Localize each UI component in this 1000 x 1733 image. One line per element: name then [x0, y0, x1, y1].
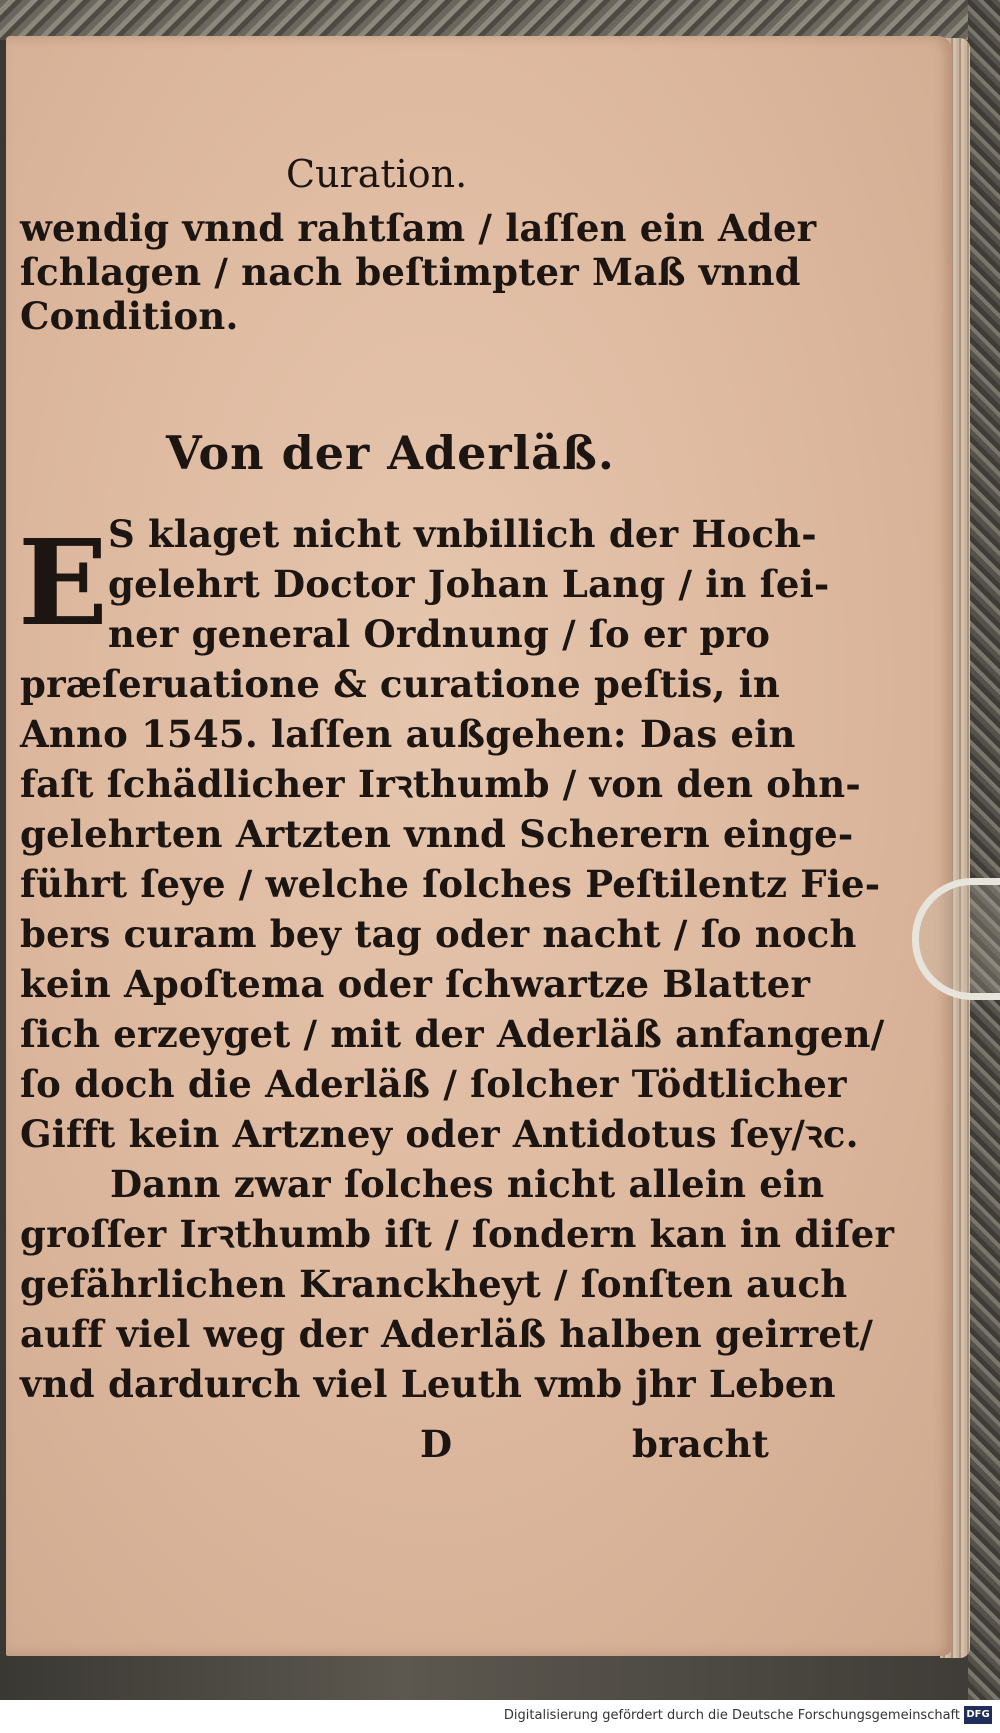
- book-cover-top: [0, 0, 1000, 40]
- text-line: ſchlagen / nach beſtimpter Maß vnnd: [20, 250, 801, 294]
- book-cover-right: [968, 0, 1000, 1700]
- text-line: faſt ſchädlicher Irꝛthumb / von den ohn-: [20, 762, 861, 806]
- text-line: ner general Ordnung / ſo er pro: [108, 612, 771, 656]
- catchword: bracht: [632, 1422, 770, 1466]
- running-head: Curation.: [286, 152, 468, 196]
- text-line: gefährlichen Kranckheyt / ſonſten auch: [20, 1262, 848, 1306]
- text-line: gelehrt Doctor Johan Lang / in ſei-: [108, 562, 830, 606]
- drop-initial: E: [18, 513, 108, 652]
- section-title: Von der Aderläß.: [166, 426, 615, 480]
- text-line: kein Apoſtema oder ſchwartze Blatter: [20, 962, 811, 1006]
- text-line: auff viel weg der Aderläß halben geirret/: [20, 1312, 874, 1356]
- text-line: wendig vnnd rahtſam / laſſen ein Ader: [20, 206, 817, 250]
- text-line: S klaget nicht vnbillich der Hoch-: [108, 512, 817, 556]
- text-line: præſeruatione & curatione peſtis, in: [20, 662, 780, 706]
- text-line: ſich erzeyget / mit der Aderläß anfangen/: [20, 1012, 885, 1056]
- text-line: ſo doch die Aderläß / ſolcher Tödtlicher: [20, 1062, 847, 1106]
- signature-mark: D: [420, 1422, 453, 1466]
- text-line: Gifft kein Artzney oder Antidotus ſey/ꝛc.: [20, 1112, 859, 1156]
- dfg-logo: DFG: [964, 1706, 992, 1724]
- text-line: vnd dardurch viel Leuth vmb jhr Leben: [20, 1362, 836, 1406]
- text-line: führt ſeye / welche ſolches Peſtilentz Fie-: [20, 862, 881, 906]
- text-line: Dann zwar ſolches nicht allein ein: [110, 1162, 825, 1206]
- book-page: [6, 36, 952, 1656]
- text-line: Anno 1545. laſſen außgehen: Das ein: [20, 712, 796, 756]
- footer-bar: [0, 1700, 1000, 1733]
- text-line: groſſer Irꝛthumb iſt / ſondern kan in diſer: [20, 1212, 895, 1256]
- text-line: bers curam bey tag oder nacht / ſo noch: [20, 912, 857, 956]
- text-line: Condition.: [20, 294, 239, 338]
- text-line: gelehrten Artzten vnnd Scherern einge-: [20, 812, 854, 856]
- digitization-credit: Digitalisierung gefördert durch die Deutsche Forschungsgemeinschaft: [503, 1708, 960, 1723]
